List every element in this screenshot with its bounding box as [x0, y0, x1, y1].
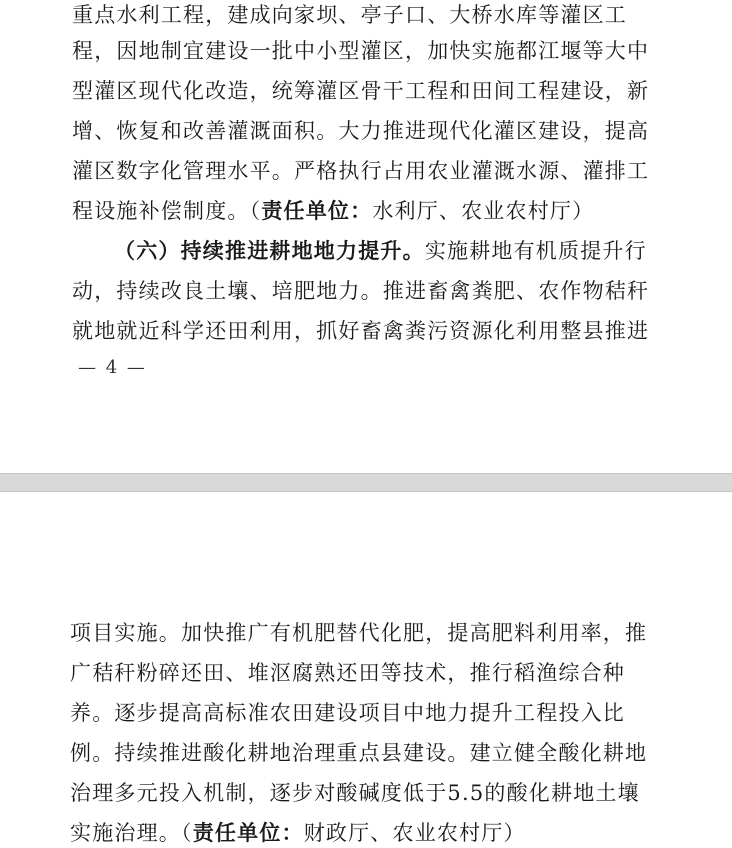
- text-line: 重点水利工程，建成向家坝、亭子口、大桥水库等灌区工: [72, 3, 627, 27]
- page-separator: [0, 473, 732, 492]
- responsibility-label: 责任单位：: [261, 198, 373, 223]
- text-line: 灌区数字化管理水平。严格执行占用农业灌溉水源、灌排工: [72, 159, 650, 183]
- responsibility-line: [70, 818, 526, 848]
- text-line: 型灌区现代化改造，统筹灌区骨干工程和田间工程建设，新: [72, 79, 650, 103]
- text-segment: 实施治理。（: [70, 821, 193, 845]
- responsibility-units: 财政厅、农业农村厅）: [303, 821, 526, 845]
- section-heading-line: [114, 236, 647, 266]
- text-line: 例。持续推进酸化耕地治理重点县建设。建立健全酸化耕地: [70, 741, 648, 765]
- text-line: 程，因地制宜建设一批中小型灌区，加快实施都江堰等大中: [72, 39, 650, 63]
- section-heading: （六）持续推进耕地地力提升。: [114, 238, 425, 263]
- responsibility-label: 责任单位：: [192, 820, 304, 845]
- text-segment: 实施耕地有机质提升行: [424, 239, 647, 263]
- text-line: 动，持续改良土壤、培肥地力。推进畜禽粪肥、农作物秸秆: [72, 279, 650, 303]
- responsibility-units: 水利厅、农业农村厅）: [372, 199, 595, 223]
- text-line: 就地就近科学还田利用，抓好畜禽粪污资源化利用整县推进: [72, 319, 650, 343]
- page-number: — 4 —: [78, 357, 147, 378]
- responsibility-line: [72, 196, 594, 226]
- text-line: 项目实施。加快推广有机肥替代化肥，提高肥料利用率，推: [70, 621, 648, 645]
- text-line: 治理多元投入机制，逐步对酸碱度低于5.5的酸化耕地土壤: [70, 781, 640, 805]
- text-line: 养。逐步提高高标准农田建设项目中地力提升工程投入比: [70, 701, 625, 725]
- document-page-5: [0, 492, 732, 847]
- text-line: 广秸秆粉碎还田、堆沤腐熟还田等技术，推行稻渔综合种: [70, 661, 625, 685]
- text-segment: 程设施补偿制度。（: [72, 199, 262, 223]
- text-line: 增、恢复和改善灌溉面积。大力推进现代化灌区建设，提高: [72, 119, 650, 143]
